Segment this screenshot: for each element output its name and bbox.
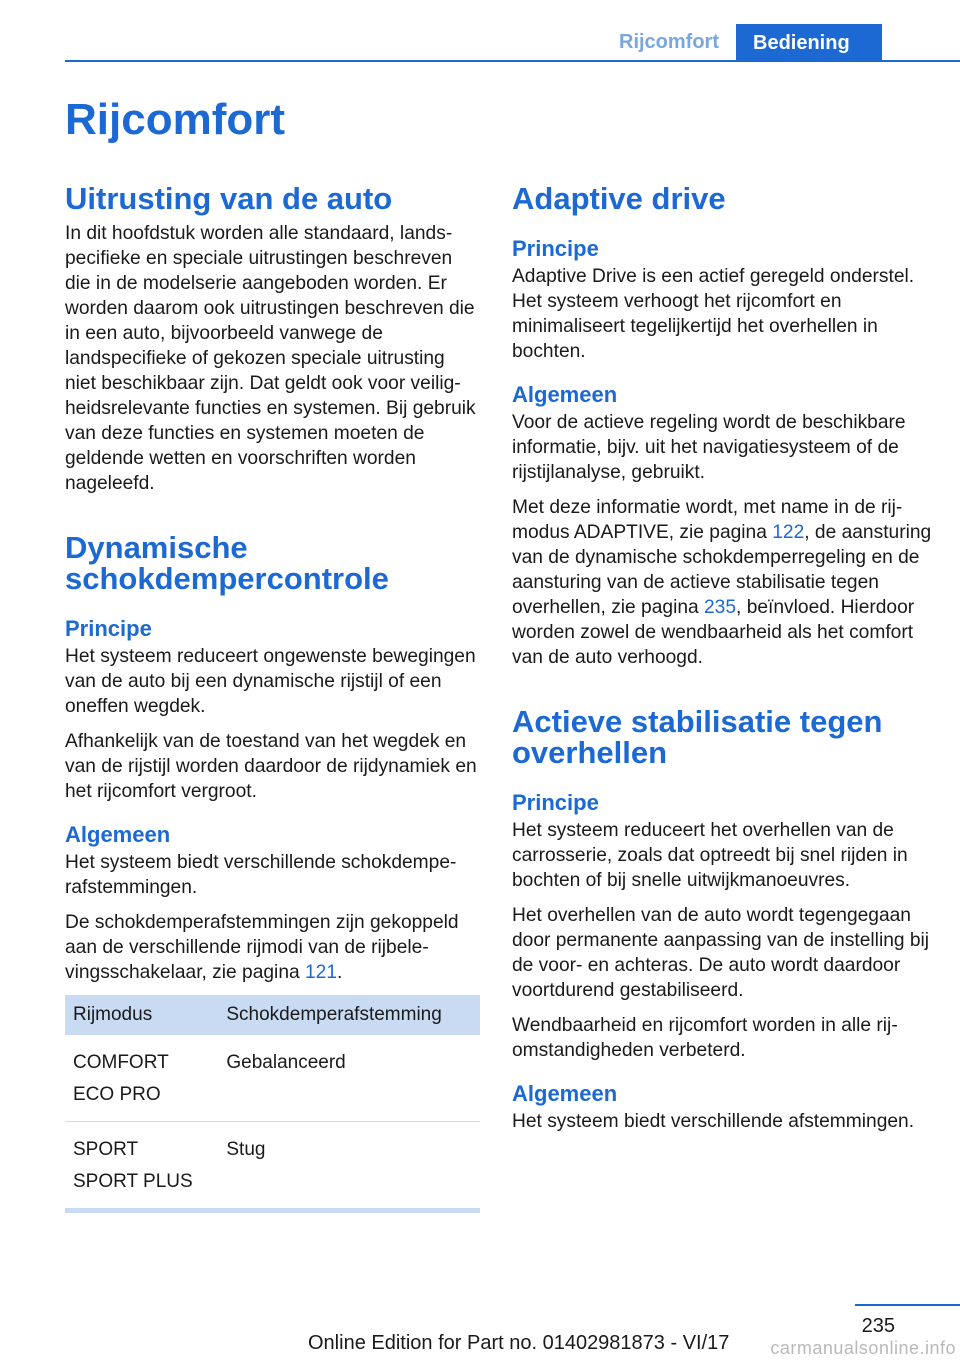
paragraph-algemeen-2 <box>65 910 480 985</box>
paragraph-end: . <box>337 962 343 983</box>
paragraph-stabilisatie-3: Wendbaarheid en rijcomfort worden in alle rijomstandigheden verbeterd. <box>512 1015 898 1061</box>
subheading-principe: Principe <box>65 616 152 641</box>
header-chapter-tab[interactable]: Bediening <box>736 24 882 62</box>
mode-sport-plus: SPORT PLUS <box>73 1171 193 1192</box>
table-cell-setting: Stug <box>226 1139 266 1160</box>
table-cell-modes <box>65 1122 218 1209</box>
subheading-principe: Principe <box>512 790 599 815</box>
paragraph-text: , de aansturing van de dynamische schokdemperregeling en de aansturing van de actieve stabilisatie tegen overhellen, zie pagina <box>512 522 932 618</box>
table-cell-setting: Gebalanceerd <box>218 1035 480 1122</box>
paragraph-text: , beïnvloed. Hierdoor worden zowel de wendbaarheid als het comfort van de auto verhoogd. <box>512 597 915 668</box>
footer-rule <box>855 1304 960 1306</box>
page-link-235[interactable]: 235 <box>704 597 737 618</box>
section-title-uitrusting: Uitrusting van de auto <box>65 181 393 216</box>
table-row <box>65 1122 480 1209</box>
paragraph-principe-1: Het systeem reduceert ongewenste bewegingen van de auto bij een dynamische rijstijl of een oneffen wegdek. <box>65 646 476 717</box>
paragraph-text: Met deze informatie wordt, met name in de rijmodus ADAPTIVE, zie pagina <box>512 497 903 543</box>
paragraph-principe-2: Afhankelijk van de toestand van het wegdek en van de rijstijl worden daardoor de rijdynamiek en het rijcomfort vergroot. <box>65 731 477 802</box>
section-title-stabilisatie: Actieve stabilisatie tegen overhellen <box>512 704 883 770</box>
table-cell-modes <box>65 1035 218 1122</box>
watermark: carmanualsonline.info <box>770 1338 956 1358</box>
paragraph-adaptive-principe: Adaptive Drive is een actief geregeld onderstel. Het systeem verhoogt het rijcomfort en minimaliseert tegelijkertijd het overhellen in bochten. <box>512 266 915 362</box>
mode-sport: SPORT <box>73 1139 139 1160</box>
paragraph-stabilisatie-1: Het systeem reduceert het overhellen van de carrosserie, zoals dat optreedt bij snel rijden in bochten of bij snelle uitwijkmanoeuvres. <box>512 820 908 891</box>
paragraph-algemeen-1: Het systeem biedt verschillende schokdemperafstemmingen. <box>65 852 457 898</box>
section-title-schokdempercontrole: Dynamische schokdempercontrole <box>65 530 389 596</box>
page-number: 235 <box>861 1315 895 1337</box>
table-header-rijmodus: Rijmodus <box>65 995 218 1035</box>
paragraph-text: De schokdemperafstemmingen zijn gekoppeld aan de verschillende rijmodi van de rijbelevingsschakelaar, zie pagina <box>65 912 459 983</box>
page-link-122[interactable]: 122 <box>772 522 805 543</box>
paragraph-stabilisatie-2: Het overhellen van de auto wordt tegengegaan door permanente aanpassing van de instelling bij de voor- en achteras. De auto wordt daardoor voortdurend gestabiliseerd. <box>512 905 930 1001</box>
drive-mode-table <box>65 995 480 1208</box>
subheading-principe: Principe <box>512 236 599 261</box>
paragraph-uitrusting: In dit hoofdstuk worden alle standaard, landspecifieke en speciale uitrustingen beschreven die in de modelserie aangeboden worden. Er worden daarom ook uitrustingen beschreven die in een auto, bijvoorbeeld vanwege de landspecifieke of gekozen speciale uitrusting niet beschikbaar zijn. Dat geldt ook voor veiligheidsrelevante functies en systemen. Bij gebruik van deze functies en systemen moeten de geldende wetten en voorschriften worden nageleefd. <box>65 223 476 494</box>
right-column <box>512 183 932 1144</box>
subheading-algemeen: Algemeen <box>65 822 171 847</box>
left-column <box>65 183 480 1213</box>
header-section-tab[interactable]: Rijcomfort <box>619 31 719 53</box>
paragraph-stabilisatie-4: Het systeem biedt verschillende afstemmingen. <box>512 1111 915 1132</box>
table-row <box>65 1035 480 1122</box>
paragraph-adaptive-algemeen-1: Voor de actieve regeling wordt de beschikbare informatie, bijv. uit het navigatiesysteem of de rijstijlanalyse, gebruikt. <box>512 412 906 483</box>
subheading-algemeen: Algemeen <box>512 1081 618 1106</box>
table-header-schokdemperafstemming: Schokdemperafstemming <box>218 995 480 1035</box>
paragraph-adaptive-algemeen-2 <box>512 495 932 670</box>
page-link-121[interactable]: 121 <box>305 962 338 983</box>
page-title: Rijcomfort <box>65 95 285 144</box>
edition-footer: Online Edition for Part no. 01402981873 - VI/17 <box>308 1332 730 1354</box>
table-bottom-rule <box>65 1208 480 1213</box>
mode-eco-pro: ECO PRO <box>73 1084 161 1105</box>
section-title-adaptive-drive: Adaptive drive <box>512 181 726 216</box>
subheading-algemeen: Algemeen <box>512 382 618 407</box>
mode-comfort: COMFORT <box>73 1052 169 1073</box>
